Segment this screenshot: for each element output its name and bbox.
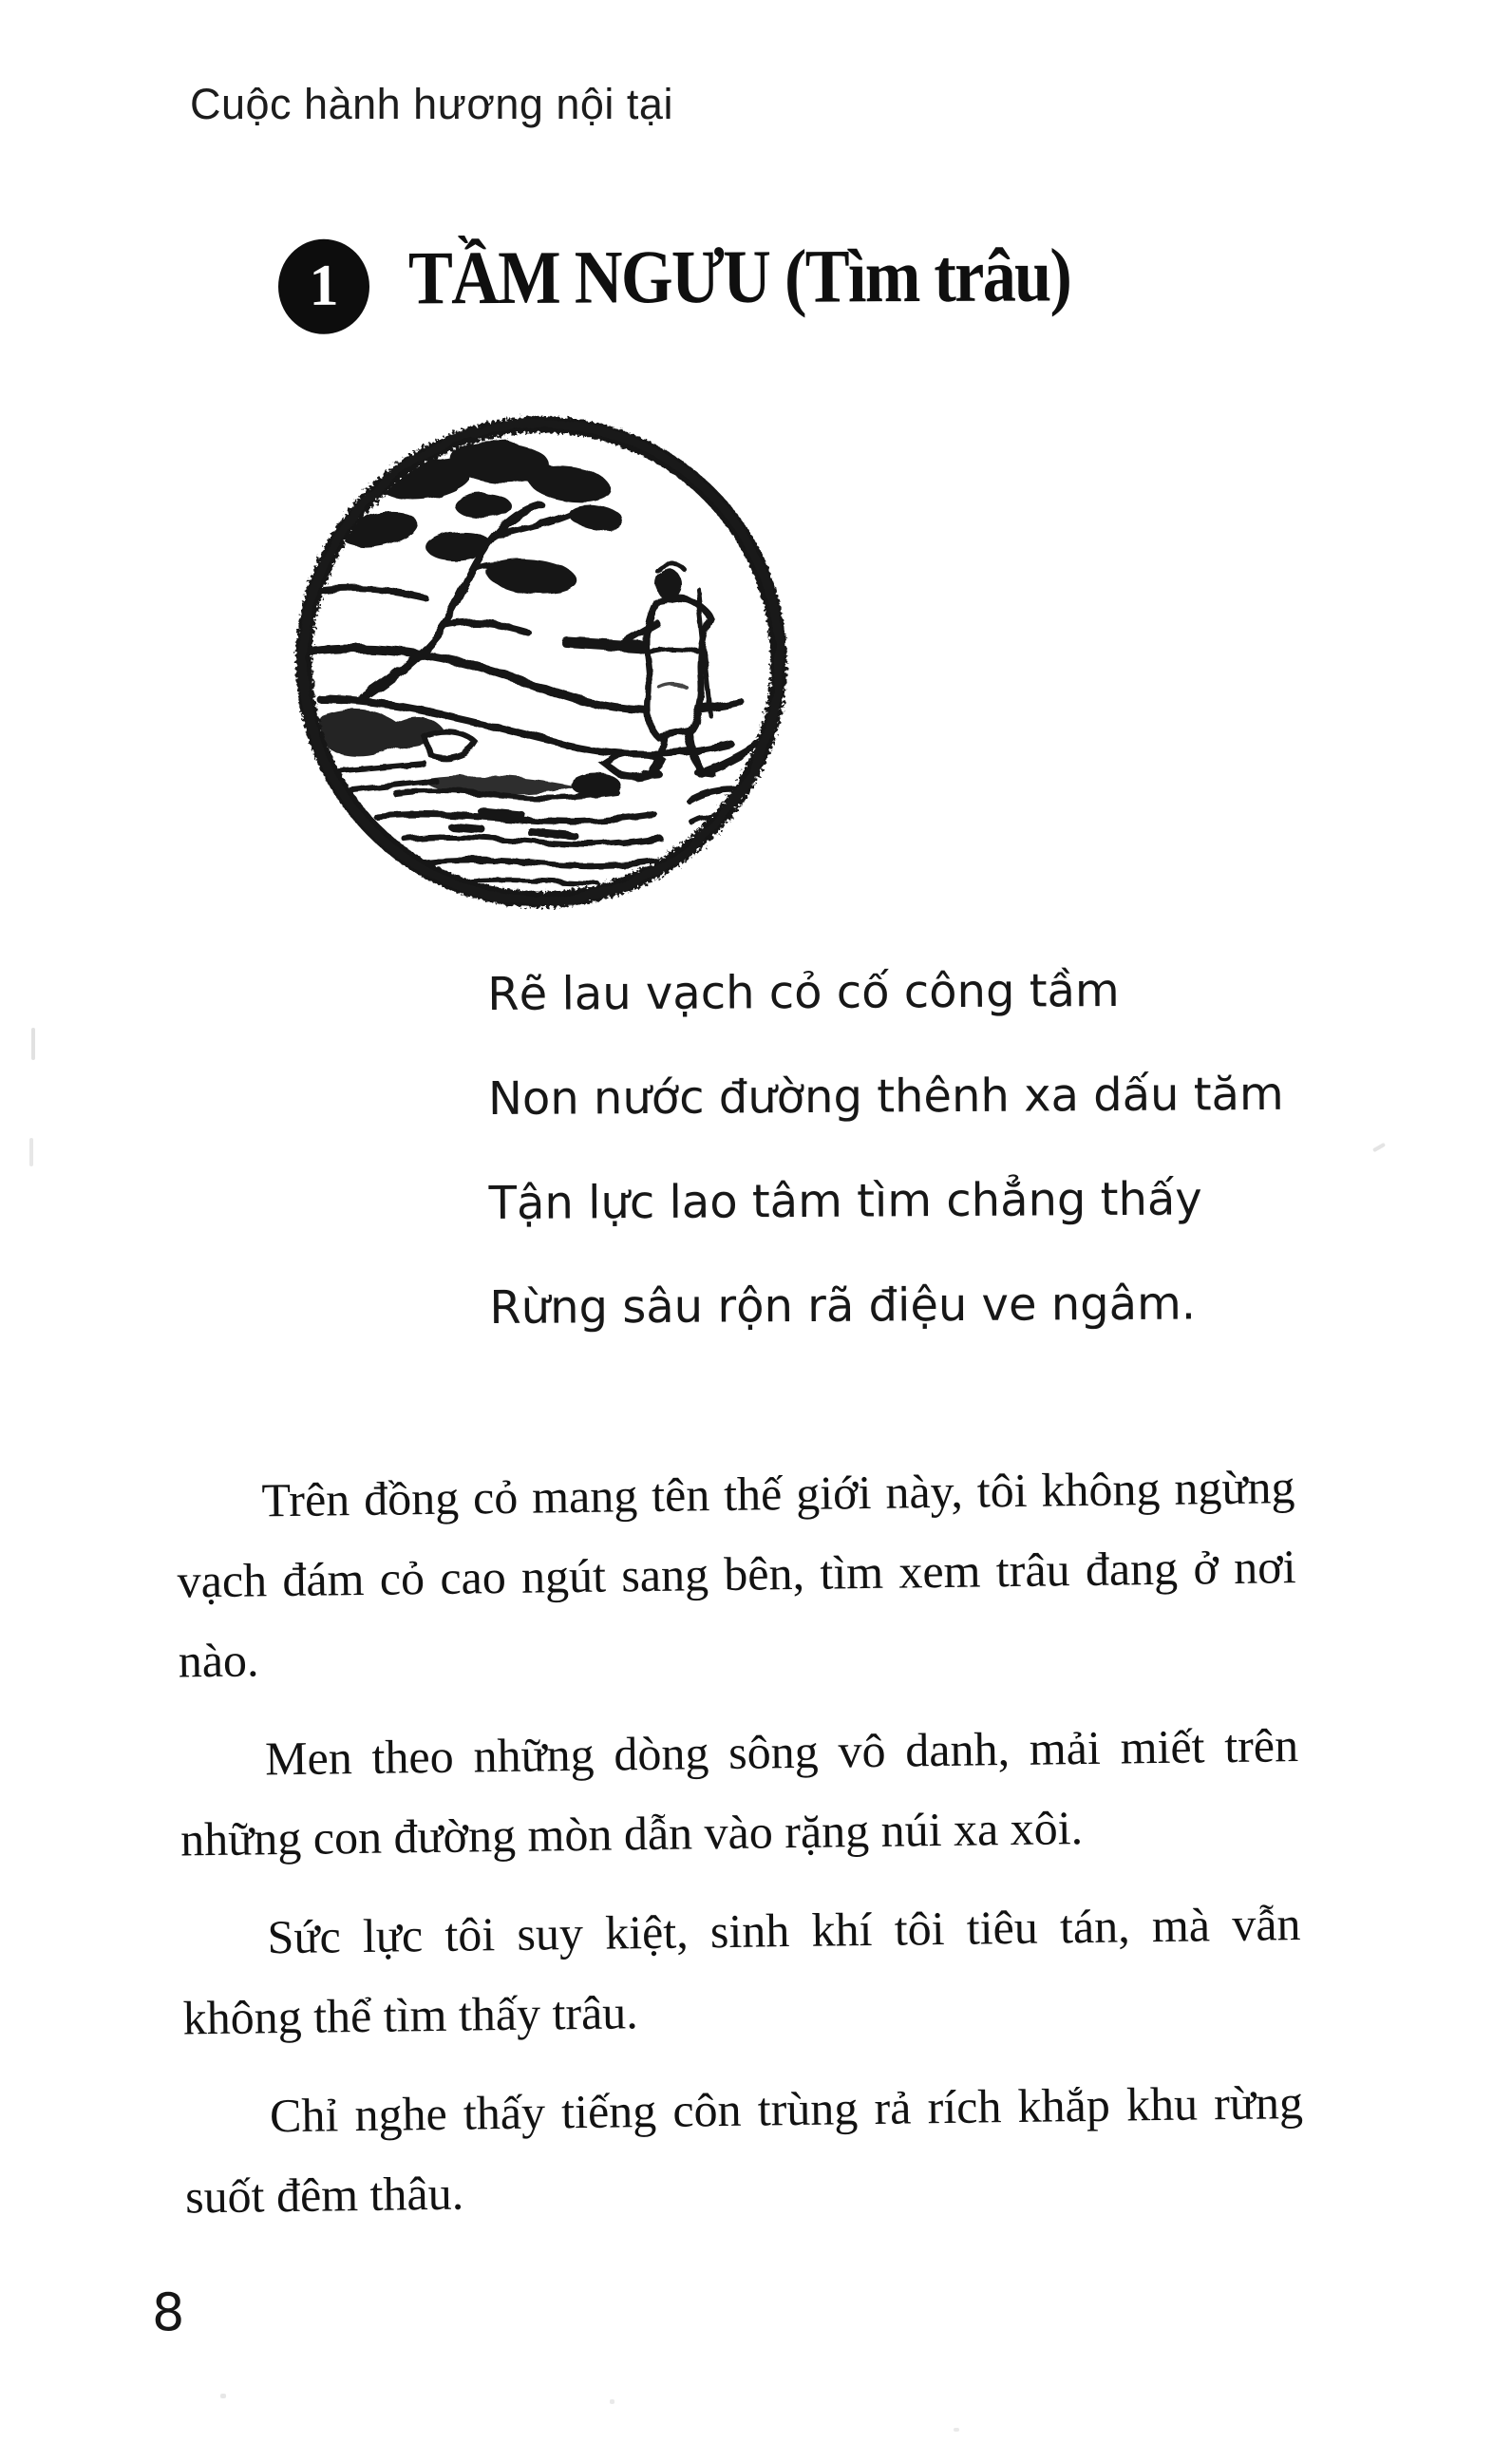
page-number: 8 <box>152 2282 185 2342</box>
body-text <box>176 1447 1305 2255</box>
chapter-number-badge <box>278 239 369 334</box>
scan-artifact <box>1372 1143 1386 1152</box>
poem-line: Non nước đường thênh xa dấu tăm <box>487 1067 1284 1126</box>
poem-line: Rừng sâu rộn rã điệu ve ngâm. <box>489 1277 1197 1335</box>
ink-circle-border <box>303 424 780 900</box>
chapter-number: 1 <box>309 253 339 318</box>
running-header: Cuộc hành hương nội tại <box>190 80 673 128</box>
oxherding-illustration <box>282 403 801 921</box>
scan-artifact <box>220 2394 226 2398</box>
chapter-title: TẦM NGƯU (Tìm trâu) <box>407 234 1071 321</box>
poem <box>487 937 1285 1360</box>
paragraph: Men theo những dòng sông vô danh, mải miết trên những con đường mòn dẫn vào rặng núi xa xôi. <box>180 1718 1299 1866</box>
paragraph: Trên đồng cỏ mang tên thế giới này, tôi không ngừng vạch đám cỏ cao ngút sang bên, tìm xem trâu đang ở nơi nào. <box>177 1460 1296 1688</box>
scan-artifact <box>31 1028 35 1060</box>
poem-line: Tận lực lao tâm tìm chẳng thấy <box>488 1172 1202 1230</box>
oxherding-illustration-svg <box>282 403 801 921</box>
scan-artifact <box>610 2399 614 2404</box>
herder-figure <box>612 565 711 775</box>
paragraph: Sức lực tôi suy kiệt, sinh khí tôi tiêu tán, mà vẫn không thể tìm thấy trâu. <box>182 1897 1301 2045</box>
scan-artifact <box>954 2428 959 2432</box>
paragraph: Chỉ nghe thấy tiếng côn trùng rả rích khắp khu rừng suốt đêm thâu. <box>184 2075 1304 2224</box>
scan-artifact <box>29 1138 33 1166</box>
poem-line: Rẽ lau vạch cỏ cố công tầm <box>487 963 1120 1021</box>
